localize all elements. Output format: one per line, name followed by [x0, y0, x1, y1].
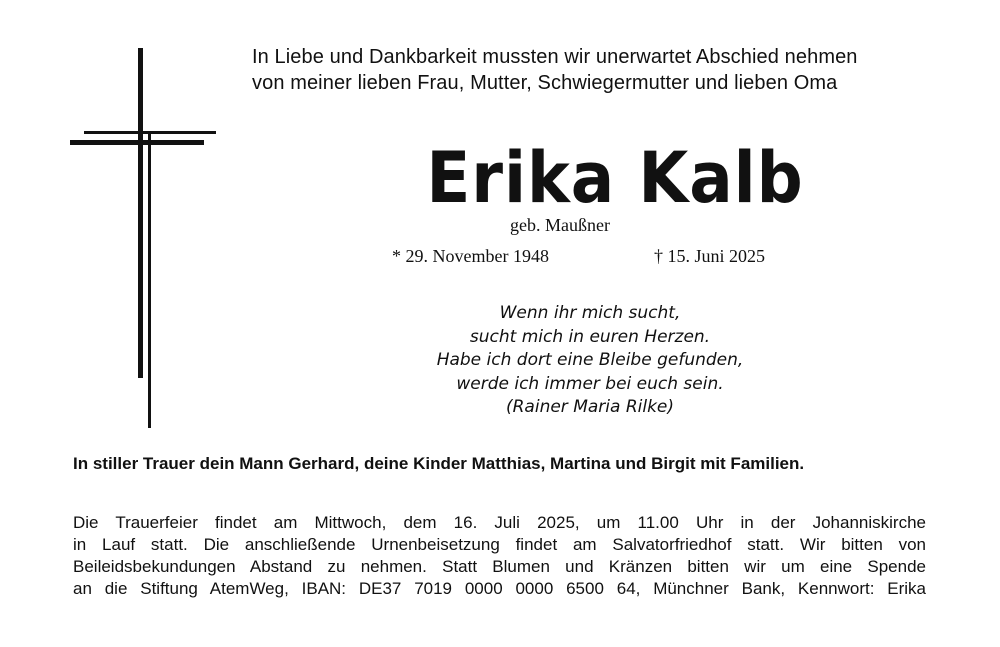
poem-attribution: (Rainer Maria Rilke)	[505, 397, 675, 417]
details-line: Beileidsbekundungen Abstand zu nehmen. Statt Blumen und Kränzen bitten wir um eine Spende	[73, 557, 926, 576]
poem-line: werde ich immer bei euch sein.	[456, 373, 724, 394]
maiden-name: geb. Maußner	[510, 215, 610, 235]
cross-horizontal-bar	[70, 140, 204, 145]
cross-horizontal-shadow	[84, 131, 216, 134]
mourners-line: In stiller Trauer dein Mann Gerhard, deine Kinder Matthias, Martina und Birgit mit Familien.	[73, 454, 805, 473]
details-line: Die Trauerfeier findet am Mittwoch, dem 16. Juli 2025, um 11.00 Uhr in der Johanniskirche	[73, 513, 926, 532]
birth-date: * 29. November 1948	[392, 246, 549, 266]
cross-icon	[70, 48, 216, 428]
details-line: in Lauf statt. Die anschließende Urnenbeisetzung findet am Salvatorfriedhof statt. Wir bitten von	[73, 535, 926, 554]
intro-line-1: In Liebe und Dankbarkeit mussten wir unerwartet Abschied nehmen	[252, 46, 858, 68]
intro-line-2: von meiner lieben Frau, Mutter, Schwiegermutter und lieben Oma	[252, 72, 838, 94]
deceased-name: Erika Kalb	[426, 137, 804, 219]
poem	[400, 302, 780, 420]
poem-line: Habe ich dort eine Bleibe gefunden,	[436, 350, 744, 370]
funeral-details	[73, 512, 926, 600]
poem-line: sucht mich in euren Herzen.	[469, 326, 711, 347]
cross-vertical-bar	[138, 48, 143, 378]
poem-line: Wenn ihr mich sucht,	[499, 303, 681, 323]
intro-text	[252, 44, 952, 96]
cross-vertical-shadow	[148, 132, 151, 428]
details-line: an die Stiftung AtemWeg, IBAN: DE37 7019 0000 0000 6500 64, Münchner Bank, Kennwort: Erika	[73, 579, 926, 598]
death-date: † 15. Juni 2025	[654, 246, 766, 266]
